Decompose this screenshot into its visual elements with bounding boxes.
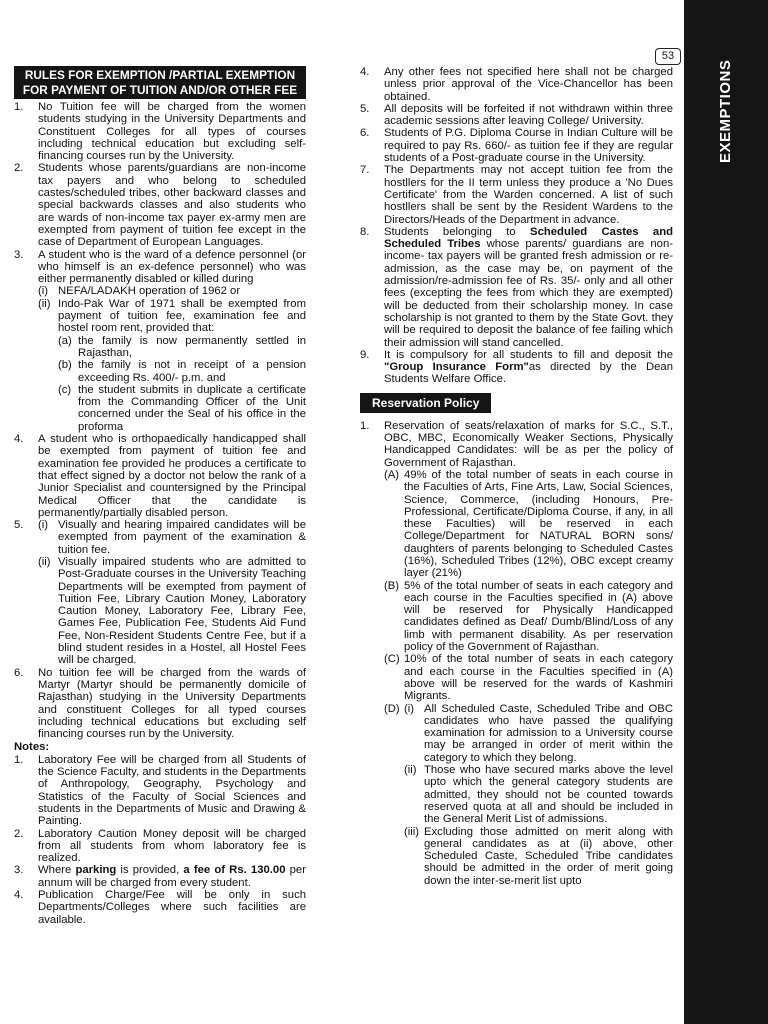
note-1: 1. Laboratory Fee will be charged from all Students of the Science Faculty, and students in the Departments of Anthropology, Geography, Psychology and Statistics of the Faculty of Social Sciences and students in the Departments of Music and Drawing & Painting.	[14, 753, 306, 828]
reservation-D-i: (i) All Scheduled Caste, Scheduled Tribe and OBC candidates who have passed the qualifying examination for admission to a University course may be arranged in order of merit within the category to which they belong.	[404, 702, 673, 764]
rule-item-2: 2. Students whose parents/guardians are non-income tax payers and who belong to scheduled castes/scheduled tribes, other backward classes and special backwards classes and also students who are wards of non-income tax payer ex-army men are exempted from payment of tuition fee except in the case of Department of European Languages.	[14, 162, 306, 249]
reservation-item-1: 1. Reservation of seats/relaxation of marks for S.C., S.T., OBC, MBC, Economically Weaker Sections, Physically Handicapped Candidates: will be as per the policy of Government of Rajasthan. (A) 49% of the total number of seats in each course in the Faculties of Arts, Fine Arts, Law, Social Sciences, Science, Commerce, (including Honours, Pre-Professional, Certificate/Diploma Course, if any, in all these Faculties) will be reserved in each College/Department for NATURAL BORN sons/ daughters of parents belonging to Scheduled Castes (16%), Scheduled Tribes (12%), OBC except creamy layer (21%) (B) 5% of the total number of seats in each category and each course in the Faculties specified in (A) above will be reserved for Physically Handicapped candidates defined as Deaf/ Dumb/Blind/Loss of any limb with permanent disability. As per reservation policy of the Government of Rajasthan. (C) 10% of the total number of seats in each category and each course in the Faculties specified in (A) above will be reserved for the wards of Kashmiri Migrants. (D) (i) All Scheduled Caste, Scheduled Tribe and OBC candidates who have passed the qualifying examination for admission to a University course may be arranged in order of merit within the category to which they belong. (ii) Those who have secured marks above the level upto which the general category students are admitted, they should not be counted towards reserved quota at all and should be included in the General Merit List of admissions. (iii) Excluding those admitted on merit along with general candidates as at (ii) above, other Scheduled Caste, Scheduled Tribe candidates should be admitted in the order of merit going down the inter-se-merit list upto	[360, 419, 673, 887]
section-label: EXEMPTIONS	[717, 59, 734, 163]
rule-item-5: 5. (i) Visually and hearing impaired candidates will be exempted from payment of the examination & tuition fee. (ii) Visually impaired students who are admitted to Post-Graduate courses in the University Teaching Departments will be exempted from payment of Tuition Fee, Library Caution Money, Laboratory Caution Money, Laboratory Fee, Library Fee, Games Fee, Publication Fee, Students Aid Fund Fee, Non-Resident Students Centre Fee, but if a blind student resides in a Hostel, all Hostel Fees will be charged.	[14, 519, 306, 667]
rules-heading: RULES FOR EXEMPTION /PARTIAL EXEMPTION FOR PAYMENT OF TUITION AND/OR OTHER FEE	[14, 66, 306, 99]
note-4: 4. Publication Charge/Fee will be only in such Departments/Colleges where such facilities are available.	[14, 889, 306, 926]
rule-item-r8: 8. Students belonging to Scheduled Castes and Scheduled Tribes whose parents/ guardians are non- income- tax payers will be granted fresh admission or re-admission, as the case may be, on payment of the admission/re-admission fee of Rs. 35/- only and all other fees (excepting the fees from which they are exempted) will be deducted from their scholarship money. In case scholarship is not granted to them by the State Govt. they will be required to deposit the balance of fee failing which their admission will stand cancelled.	[360, 225, 673, 349]
rule-item-3-text: A student who is the ward of a defence personnel (or who himself is an ex-defence personnel) who was either permanently disabled or killed during	[38, 248, 306, 286]
reservation-D-ii: (ii) Those who have secured marks above the level upto which the general category students are admitted, they should not be counted towards reserved quota at all and should be included in the General Merit List of admissions.	[404, 764, 673, 826]
page-number: 53	[655, 48, 681, 65]
rule-item-3-i: (i) NEFA/LADAKH operation of 1962 or	[38, 285, 241, 298]
right-column	[360, 66, 673, 887]
rule-item-5-i: (i) Visually and hearing impaired candidates will be exempted from payment of the examination & tuition fee.	[38, 519, 306, 556]
rule-item-1: 1. No Tuition fee will be charged from the women students studying in the University Departments and Constituent Colleges for all types of courses including technical education but excluding self-financing courses run by the University.	[14, 101, 306, 163]
rule-item-6: 6. No tuition fee will be charged from the wards of Martyr (Martyr should be permanently domicile of Rajasthan) studying in the University Departments and constituent Colleges for all typed courses including technical educations but excluding self financing courses run by the University.	[14, 666, 306, 741]
rule-item-5-ii: (ii) Visually impaired students who are admitted to Post-Graduate courses in the University Teaching Departments will be exempted from payment of Tuition Fee, Library Caution Money, Laboratory Caution Money, Laboratory Fee, Library Fee, Games Fee, Publication Fee, Students Aid Fund Fee, Non-Resident Students Centre Fee, but if a blind student resides in a Hostel, all Hostel Fees will be charged.	[38, 555, 306, 667]
left-column	[14, 66, 306, 926]
rule-item-r5: 5. All deposits will be forfeited if not withdrawn within three academic sessions after leaving College/ University.	[360, 102, 673, 128]
rule-item-4: 4. A student who is orthopaedically handicapped shall be exempted from payment of tuition fee and examination fee provided he produces a certificate to that effect signed by a doctor not below the rank of a Junior Specialist and countersigned by the Principal Medical Officer that the candidate is permanently/partially disabled person.	[14, 433, 306, 519]
reservation-B: (B) 5% of the total number of seats in each category and each course in the Faculties specified in (A) above will be reserved for Physically Handicapped candidates defined as Deaf/ Dumb/Blind/Loss of any limb with permanent disability. As per reservation policy of the Government of Rajasthan.	[384, 579, 673, 654]
rule-item-r9: 9. It is compulsory for all students to fill and deposit the "Group Insurance Form"as directed by the Dean Students Welfare Office.	[360, 348, 673, 386]
rule-item-r4: 4. Any other fees not specified here shall not be charged unless prior approval of the Vice-Chancellor has been obtained.	[360, 66, 673, 103]
reservation-heading: Reservation Policy	[360, 393, 491, 413]
notes-heading: Notes:	[14, 741, 50, 754]
rule-item-3-c: (c) the student submits in duplicate a certificate from the Commanding Officer of the Unit concerned under the Seal of his office in the proforma	[58, 383, 306, 433]
rule-item-3-a: (a) the family is now permanently settled in Rajasthan,	[58, 334, 306, 359]
rule-item-3: 3. A student who is the ward of a defence personnel (or who himself is an ex-defence personnel) who was either permanently disabled or killed during (i) NEFA/LADAKH operation of 1962 or (ii) Indo-Pak War of 1971 shall be exempted from payment of tuition fee, examination fee and hostel room rent, provided that: (a) the family is now permanently settled in Rajasthan, (b) the family is not in receipt of a pension exceeding Rs. 400/- p.m. and (c) the student submits in duplicate a certificate from the Commanding Officer of the Unit concerned under the Seal of his office in the proforma	[14, 248, 306, 433]
rule-item-3-b: (b) the family is not in receipt of a pension exceeding Rs. 400/- p.m. and	[58, 359, 306, 384]
reservation-D-iii: (iii) Excluding those admitted on merit along with general candidates as at (ii) above, other Scheduled Caste, Scheduled Tribe candidates should be admitted in the order of merit going down the inter-se-merit list upto	[404, 825, 673, 887]
reservation-D: (D) (i) All Scheduled Caste, Scheduled Tribe and OBC candidates who have passed the qualifying examination for admission to a University course may be arranged in order of merit within the category to which they belong. (ii) Those who have secured marks above the level upto which the general category students are admitted, they should not be counted towards reserved quota at all and should be included in the General Merit List of admissions. (iii) Excluding those admitted on merit along with general candidates as at (ii) above, other Scheduled Caste, Scheduled Tribe candidates should be admitted in the order of merit going down the inter-se-merit list upto	[384, 702, 673, 887]
note-3: 3. Where parking is provided, a fee of Rs. 130.00 per annum will be charged from every student.	[14, 864, 306, 889]
rule-item-r6: 6. Students of P.G. Diploma Course in Indian Culture will be required to pay Rs. 660/- as tuition fee if they are regular students of a Post-graduate course in the University.	[360, 127, 673, 165]
rule-item-3-ii: (ii) Indo-Pak War of 1971 shall be exempted from payment of tuition fee, examination fee and hostel room rent, provided that: (a) the family is now permanently settled in Rajasthan, (b) the family is not in receipt of a pension exceeding Rs. 400/- p.m. and (c) the student submits in duplicate a certificate from the Commanding Officer of the Unit concerned under the Seal of his office in the proforma	[38, 297, 306, 433]
note-2: 2. Laboratory Caution Money deposit will be charged from all students from whom laboratory fee is realized.	[14, 827, 306, 865]
reservation-item-1-text: Reservation of seats/relaxation of marks for S.C., S.T., OBC, MBC, Economically Weaker Sections, Physically Handicapped Candidates: will be as per the policy of Government of Rajasthan.	[384, 419, 673, 469]
rule-item-r7: 7. The Departments may not accept tuition fee from the hostllers for the II term unless they produce a 'No Dues Certificate' from the Warden concerned. A list of such hostllers shall be sent by the Resident Wardens to the Directors/Heads of the Department in advance.	[360, 164, 673, 226]
reservation-A: (A) 49% of the total number of seats in each course in the Faculties of Arts, Fine Arts, Law, Social Sciences, Science, Commerce, (including Honours, Pre-Professional, Certificate/Diploma Course, if any, in all these Faculties) will be reserved in each College/Department for NATURAL BORN sons/ daughters of parents belonging to Scheduled Castes (16%), Scheduled Tribes (12%), OBC except creamy layer (21%)	[384, 468, 673, 580]
reservation-C: (C) 10% of the total number of seats in each category and each course in the Faculties specified in (A) above will be reserved for the wards of Kashmiri Migrants.	[384, 653, 673, 703]
